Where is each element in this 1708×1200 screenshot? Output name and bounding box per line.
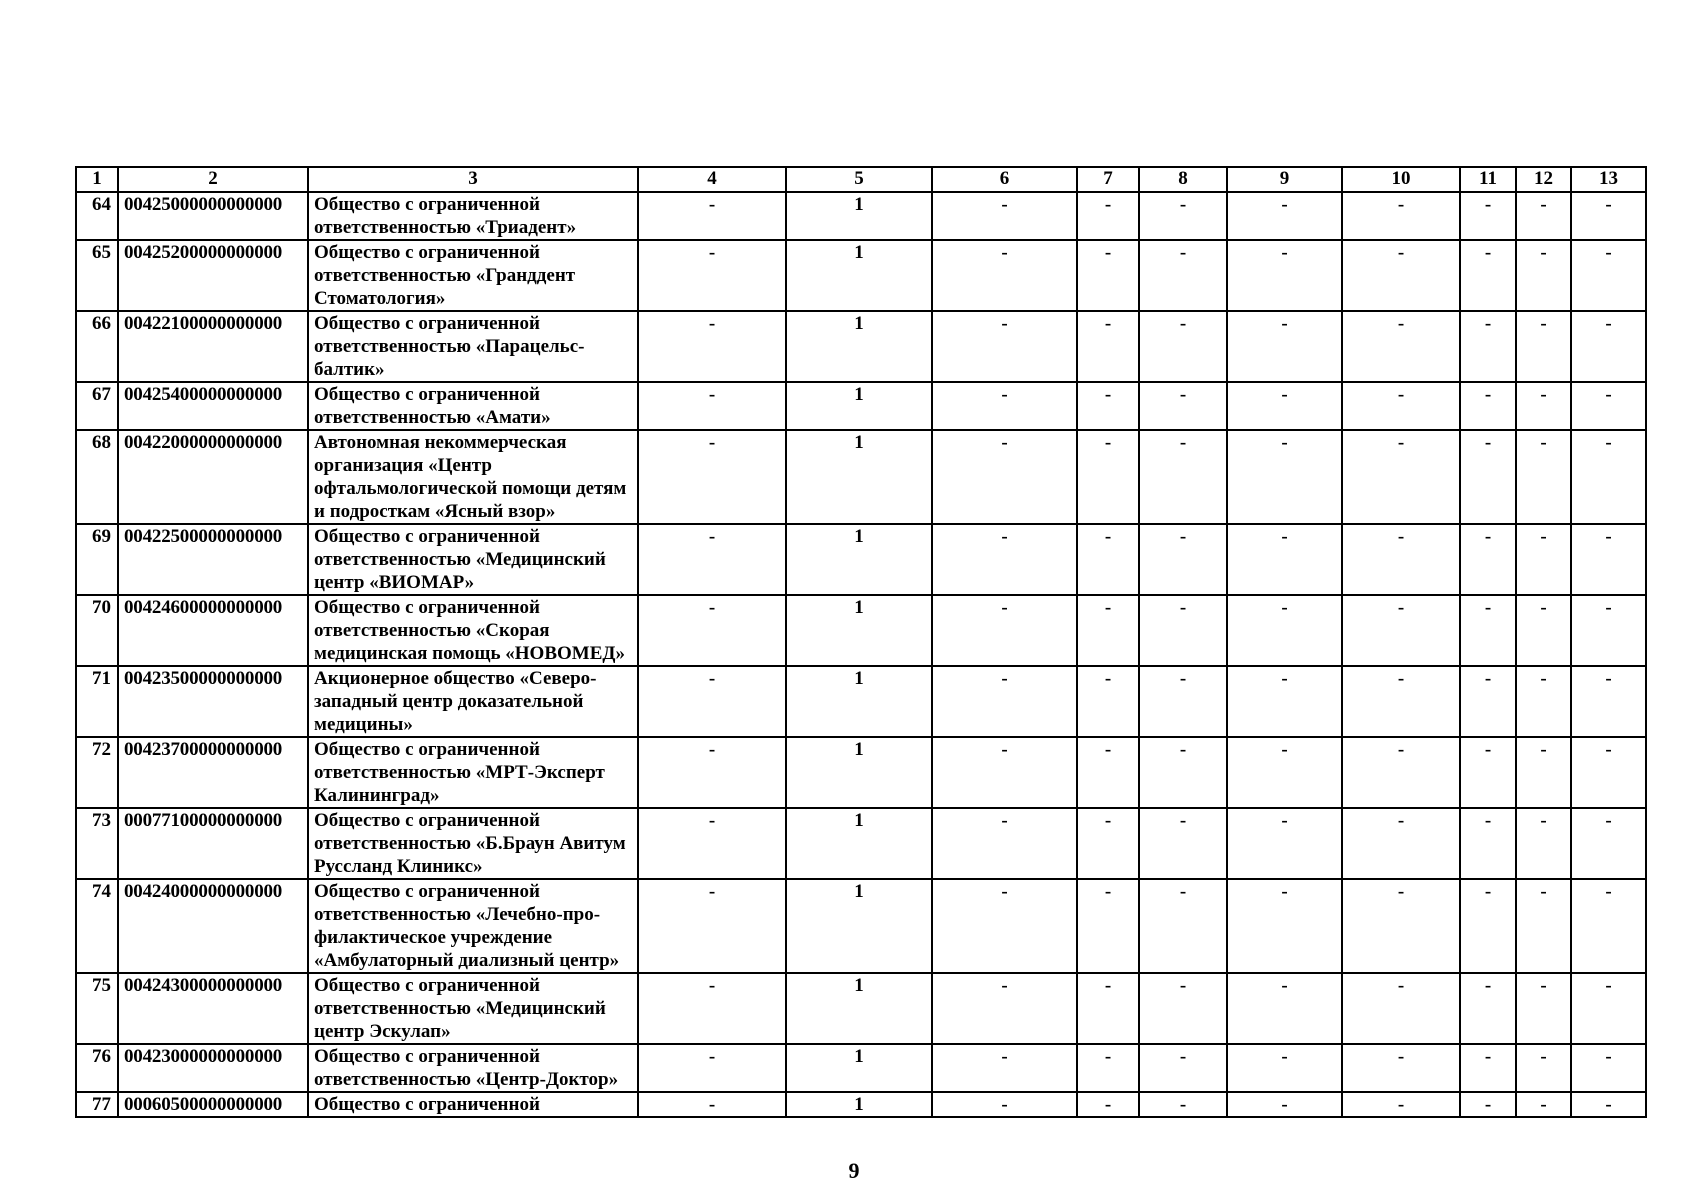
row-number-cell: 72 — [76, 737, 118, 808]
organization-code-cell: 00425400000000000 — [118, 382, 308, 430]
value-cell-col-11: - — [1460, 666, 1516, 737]
value-cell-col-5: 1 — [786, 808, 932, 879]
value-cell-col-7: - — [1077, 524, 1139, 595]
value-cell-col-11: - — [1460, 311, 1516, 382]
value-cell-col-13: - — [1571, 192, 1646, 240]
value-cell-col-4: - — [638, 737, 786, 808]
organization-name-cell: Общество с ограниченной ответственностью «МРТ-Эксперт Калининград» — [308, 737, 638, 808]
value-cell-col-13: - — [1571, 973, 1646, 1044]
value-cell-col-6: - — [932, 192, 1077, 240]
value-cell-col-10: - — [1342, 524, 1460, 595]
value-cell-col-13: - — [1571, 430, 1646, 524]
column-header-1: 1 — [76, 167, 118, 192]
value-cell-col-7: - — [1077, 311, 1139, 382]
value-cell-col-11: - — [1460, 595, 1516, 666]
value-cell-col-9: - — [1227, 240, 1342, 311]
value-cell-col-7: - — [1077, 879, 1139, 973]
value-cell-col-8: - — [1139, 973, 1227, 1044]
value-cell-col-11: - — [1460, 737, 1516, 808]
value-cell-col-12: - — [1516, 240, 1571, 311]
value-cell-col-6: - — [932, 973, 1077, 1044]
value-cell-col-8: - — [1139, 524, 1227, 595]
value-cell-col-10: - — [1342, 973, 1460, 1044]
value-cell-col-6: - — [932, 879, 1077, 973]
value-cell-col-7: - — [1077, 666, 1139, 737]
table-row — [76, 666, 1646, 737]
value-cell-col-8: - — [1139, 192, 1227, 240]
value-cell-col-12: - — [1516, 192, 1571, 240]
value-cell-col-10: - — [1342, 1044, 1460, 1092]
value-cell-col-11: - — [1460, 1092, 1516, 1117]
value-cell-col-8: - — [1139, 311, 1227, 382]
row-number-cell: 77 — [76, 1092, 118, 1117]
value-cell-col-6: - — [932, 382, 1077, 430]
value-cell-col-13: - — [1571, 1044, 1646, 1092]
value-cell-col-12: - — [1516, 808, 1571, 879]
value-cell-col-12: - — [1516, 430, 1571, 524]
value-cell-col-13: - — [1571, 666, 1646, 737]
value-cell-col-6: - — [932, 595, 1077, 666]
value-cell-col-10: - — [1342, 192, 1460, 240]
value-cell-col-6: - — [932, 737, 1077, 808]
organization-code-cell: 00422100000000000 — [118, 311, 308, 382]
organization-code-cell: 00424300000000000 — [118, 973, 308, 1044]
column-header-4: 4 — [638, 167, 786, 192]
organization-name-cell: Общество с ограниченной ответственностью «Скорая медицинская помощь «НОВОМЕД» — [308, 595, 638, 666]
value-cell-col-9: - — [1227, 1092, 1342, 1117]
value-cell-col-8: - — [1139, 1092, 1227, 1117]
row-number-cell: 76 — [76, 1044, 118, 1092]
value-cell-col-11: - — [1460, 240, 1516, 311]
row-number-cell: 71 — [76, 666, 118, 737]
value-cell-col-4: - — [638, 595, 786, 666]
value-cell-col-6: - — [932, 666, 1077, 737]
value-cell-col-6: - — [932, 808, 1077, 879]
value-cell-col-4: - — [638, 1092, 786, 1117]
value-cell-col-11: - — [1460, 382, 1516, 430]
organization-code-cell: 00422500000000000 — [118, 524, 308, 595]
value-cell-col-5: 1 — [786, 524, 932, 595]
value-cell-col-12: - — [1516, 1044, 1571, 1092]
value-cell-col-7: - — [1077, 595, 1139, 666]
value-cell-col-9: - — [1227, 311, 1342, 382]
value-cell-col-11: - — [1460, 192, 1516, 240]
value-cell-col-4: - — [638, 430, 786, 524]
value-cell-col-11: - — [1460, 1044, 1516, 1092]
organization-name-cell: Общество с ограниченной — [308, 1092, 638, 1117]
table-row — [76, 240, 1646, 311]
value-cell-col-9: - — [1227, 737, 1342, 808]
value-cell-col-7: - — [1077, 1044, 1139, 1092]
table-row — [76, 973, 1646, 1044]
organization-code-cell: 00424600000000000 — [118, 595, 308, 666]
value-cell-col-7: - — [1077, 192, 1139, 240]
value-cell-col-12: - — [1516, 973, 1571, 1044]
table-row — [76, 879, 1646, 973]
organization-code-cell: 00425200000000000 — [118, 240, 308, 311]
value-cell-col-4: - — [638, 808, 786, 879]
column-header-2: 2 — [118, 167, 308, 192]
value-cell-col-7: - — [1077, 1092, 1139, 1117]
value-cell-col-4: - — [638, 524, 786, 595]
value-cell-col-9: - — [1227, 595, 1342, 666]
value-cell-col-13: - — [1571, 737, 1646, 808]
organization-name-cell: Общество с ограниченной ответственностью «Парацельс-балтик» — [308, 311, 638, 382]
value-cell-col-11: - — [1460, 879, 1516, 973]
value-cell-col-5: 1 — [786, 737, 932, 808]
page-number: 9 — [848, 1158, 860, 1183]
value-cell-col-10: - — [1342, 595, 1460, 666]
value-cell-col-9: - — [1227, 973, 1342, 1044]
row-number-cell: 66 — [76, 311, 118, 382]
row-number-cell: 73 — [76, 808, 118, 879]
value-cell-col-13: - — [1571, 311, 1646, 382]
organization-name-cell: Общество с ограниченной ответственностью «Б.Браун Авитум Руссланд Клиникс» — [308, 808, 638, 879]
value-cell-col-10: - — [1342, 240, 1460, 311]
value-cell-col-12: - — [1516, 382, 1571, 430]
value-cell-col-6: - — [932, 311, 1077, 382]
value-cell-col-7: - — [1077, 430, 1139, 524]
table-header — [76, 167, 1646, 192]
value-cell-col-8: - — [1139, 1044, 1227, 1092]
column-header-8: 8 — [1139, 167, 1227, 192]
organizations-table — [75, 166, 1647, 1118]
value-cell-col-7: - — [1077, 737, 1139, 808]
table-row — [76, 1092, 1646, 1117]
value-cell-col-5: 1 — [786, 1044, 932, 1092]
value-cell-col-7: - — [1077, 240, 1139, 311]
organization-name-cell: Общество с ограниченной ответственностью «Амати» — [308, 382, 638, 430]
value-cell-col-4: - — [638, 311, 786, 382]
organization-name-cell: Общество с ограниченной ответственностью «Медицинский центр «ВИОМАР» — [308, 524, 638, 595]
row-number-cell: 74 — [76, 879, 118, 973]
value-cell-col-12: - — [1516, 879, 1571, 973]
value-cell-col-10: - — [1342, 382, 1460, 430]
row-number-cell: 67 — [76, 382, 118, 430]
value-cell-col-6: - — [932, 240, 1077, 311]
value-cell-col-4: - — [638, 973, 786, 1044]
value-cell-col-4: - — [638, 879, 786, 973]
value-cell-col-11: - — [1460, 524, 1516, 595]
organization-code-cell: 00422000000000000 — [118, 430, 308, 524]
organization-name-cell: Общество с ограниченной ответственностью «Медицинский центр Эскулап» — [308, 973, 638, 1044]
value-cell-col-10: - — [1342, 311, 1460, 382]
value-cell-col-9: - — [1227, 808, 1342, 879]
value-cell-col-7: - — [1077, 382, 1139, 430]
value-cell-col-13: - — [1571, 595, 1646, 666]
value-cell-col-12: - — [1516, 595, 1571, 666]
value-cell-col-5: 1 — [786, 666, 932, 737]
row-number-cell: 69 — [76, 524, 118, 595]
value-cell-col-6: - — [932, 430, 1077, 524]
value-cell-col-7: - — [1077, 808, 1139, 879]
value-cell-col-11: - — [1460, 808, 1516, 879]
value-cell-col-4: - — [638, 666, 786, 737]
value-cell-col-8: - — [1139, 666, 1227, 737]
value-cell-col-10: - — [1342, 879, 1460, 973]
value-cell-col-9: - — [1227, 524, 1342, 595]
value-cell-col-10: - — [1342, 1092, 1460, 1117]
value-cell-col-5: 1 — [786, 1092, 932, 1117]
value-cell-col-5: 1 — [786, 192, 932, 240]
organization-code-cell: 00423700000000000 — [118, 737, 308, 808]
value-cell-col-12: - — [1516, 737, 1571, 808]
organization-name-cell: Общество с ограниченной ответственностью «Триадент» — [308, 192, 638, 240]
organization-name-cell: Общество с ограниченной ответственностью «Лечебно-про- филактическое учреждение «Амбулаторный диализный центр» — [308, 879, 638, 973]
value-cell-col-8: - — [1139, 737, 1227, 808]
value-cell-col-13: - — [1571, 240, 1646, 311]
value-cell-col-4: - — [638, 382, 786, 430]
table-row — [76, 524, 1646, 595]
value-cell-col-9: - — [1227, 382, 1342, 430]
value-cell-col-8: - — [1139, 430, 1227, 524]
value-cell-col-12: - — [1516, 1092, 1571, 1117]
value-cell-col-6: - — [932, 524, 1077, 595]
row-number-cell: 65 — [76, 240, 118, 311]
value-cell-col-12: - — [1516, 666, 1571, 737]
value-cell-col-9: - — [1227, 879, 1342, 973]
table-row — [76, 192, 1646, 240]
table-row — [76, 1044, 1646, 1092]
organization-code-cell: 00425000000000000 — [118, 192, 308, 240]
value-cell-col-5: 1 — [786, 879, 932, 973]
value-cell-col-5: 1 — [786, 382, 932, 430]
value-cell-col-13: - — [1571, 879, 1646, 973]
table-row — [76, 595, 1646, 666]
value-cell-col-5: 1 — [786, 240, 932, 311]
header-row — [76, 167, 1646, 192]
value-cell-col-9: - — [1227, 666, 1342, 737]
value-cell-col-10: - — [1342, 808, 1460, 879]
value-cell-col-9: - — [1227, 1044, 1342, 1092]
table-row — [76, 382, 1646, 430]
column-header-10: 10 — [1342, 167, 1460, 192]
column-header-11: 11 — [1460, 167, 1516, 192]
column-header-9: 9 — [1227, 167, 1342, 192]
value-cell-col-13: - — [1571, 382, 1646, 430]
value-cell-col-4: - — [638, 240, 786, 311]
organization-name-cell: Общество с ограниченной ответственностью «Гранддент Стоматология» — [308, 240, 638, 311]
value-cell-col-10: - — [1342, 666, 1460, 737]
value-cell-col-6: - — [932, 1044, 1077, 1092]
column-header-12: 12 — [1516, 167, 1571, 192]
table-row — [76, 808, 1646, 879]
organization-code-cell: 00424000000000000 — [118, 879, 308, 973]
column-header-7: 7 — [1077, 167, 1139, 192]
organization-name-cell: Автономная некоммерческая организация «Центр офтальмологической помощи детям и подросткам «Ясный взор» — [308, 430, 638, 524]
table-row — [76, 737, 1646, 808]
value-cell-col-6: - — [932, 1092, 1077, 1117]
value-cell-col-5: 1 — [786, 595, 932, 666]
table-body — [76, 192, 1646, 1117]
value-cell-col-5: 1 — [786, 430, 932, 524]
value-cell-col-8: - — [1139, 595, 1227, 666]
organization-name-cell: Общество с ограниченной ответственностью «Центр-Доктор» — [308, 1044, 638, 1092]
value-cell-col-9: - — [1227, 192, 1342, 240]
row-number-cell: 64 — [76, 192, 118, 240]
row-number-cell: 75 — [76, 973, 118, 1044]
organization-code-cell: 00423000000000000 — [118, 1044, 308, 1092]
value-cell-col-13: - — [1571, 524, 1646, 595]
organization-code-cell: 00060500000000000 — [118, 1092, 308, 1117]
value-cell-col-4: - — [638, 192, 786, 240]
row-number-cell: 68 — [76, 430, 118, 524]
organization-name-cell: Акционерное общество «Северо-западный центр доказательной медицины» — [308, 666, 638, 737]
value-cell-col-8: - — [1139, 382, 1227, 430]
value-cell-col-8: - — [1139, 808, 1227, 879]
value-cell-col-8: - — [1139, 240, 1227, 311]
column-header-5: 5 — [786, 167, 932, 192]
value-cell-col-9: - — [1227, 430, 1342, 524]
value-cell-col-5: 1 — [786, 973, 932, 1044]
organization-code-cell: 00423500000000000 — [118, 666, 308, 737]
column-header-3: 3 — [308, 167, 638, 192]
value-cell-col-5: 1 — [786, 311, 932, 382]
table-row — [76, 311, 1646, 382]
table-row — [76, 430, 1646, 524]
column-header-6: 6 — [932, 167, 1077, 192]
value-cell-col-4: - — [638, 1044, 786, 1092]
row-number-cell: 70 — [76, 595, 118, 666]
value-cell-col-11: - — [1460, 430, 1516, 524]
value-cell-col-10: - — [1342, 737, 1460, 808]
value-cell-col-13: - — [1571, 1092, 1646, 1117]
value-cell-col-11: - — [1460, 973, 1516, 1044]
value-cell-col-12: - — [1516, 311, 1571, 382]
column-header-13: 13 — [1571, 167, 1646, 192]
value-cell-col-13: - — [1571, 808, 1646, 879]
value-cell-col-8: - — [1139, 879, 1227, 973]
organization-code-cell: 00077100000000000 — [118, 808, 308, 879]
value-cell-col-10: - — [1342, 430, 1460, 524]
value-cell-col-7: - — [1077, 973, 1139, 1044]
value-cell-col-12: - — [1516, 524, 1571, 595]
